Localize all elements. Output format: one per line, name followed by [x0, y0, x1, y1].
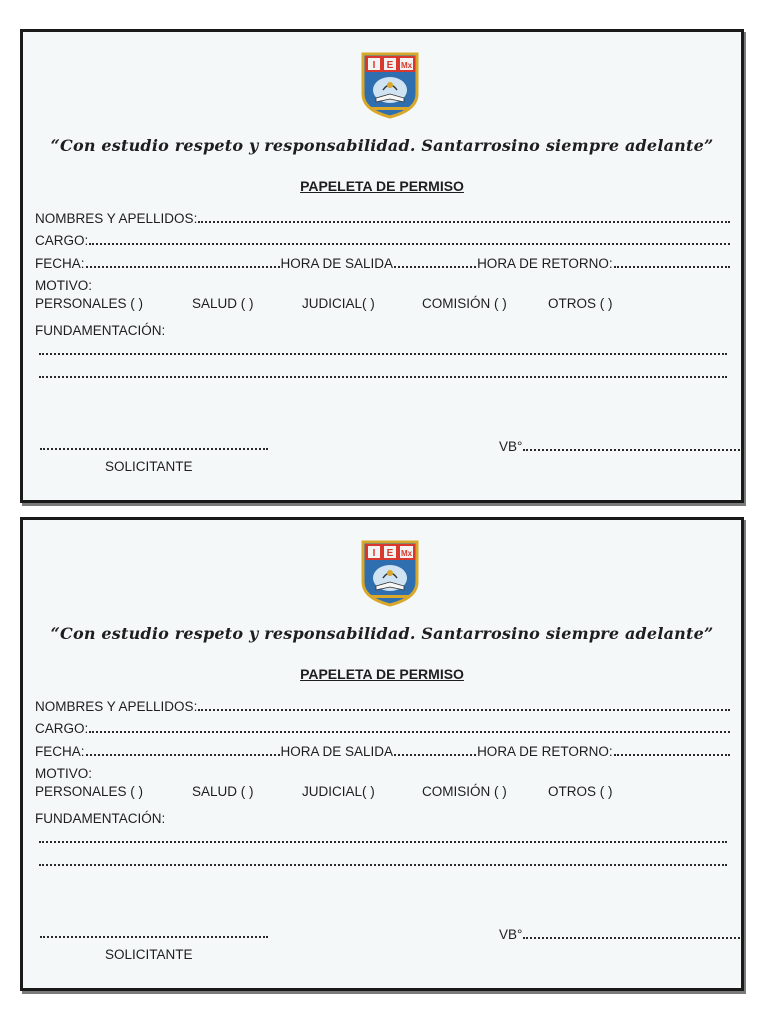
crest-letter-1: I — [372, 60, 376, 71]
justification-label: FUNDAMENTACIÓN: — [35, 323, 166, 338]
return-time-fill-line[interactable] — [614, 263, 730, 268]
return-time-fill-line[interactable] — [614, 751, 730, 756]
names-fill-line[interactable] — [198, 218, 730, 223]
departure-time-fill-line[interactable] — [394, 263, 476, 268]
permission-slip-2 — [20, 517, 744, 991]
date-label: FECHA: — [35, 256, 85, 271]
slip-title: PAPELETA DE PERMISO — [300, 178, 464, 194]
position-fill-line[interactable] — [89, 240, 730, 245]
date-label: FECHA: — [35, 744, 85, 759]
position-label: CARGO: — [35, 721, 89, 736]
date-time-field-row — [35, 251, 731, 271]
approval-label: VB° — [499, 439, 523, 454]
approval-label: VB° — [499, 927, 523, 942]
names-field-row — [35, 694, 731, 714]
justification-row — [35, 806, 731, 826]
approval-signature-line[interactable] — [523, 446, 740, 451]
justification-line-1[interactable] — [39, 353, 727, 355]
school-motto: “Con estudio respeto y responsabilidad. Santarrosino siempre adelante” — [50, 136, 714, 155]
return-time-label: HORA DE RETORNO: — [477, 256, 613, 271]
position-fill-line[interactable] — [89, 728, 730, 733]
reason-options-row — [35, 296, 731, 316]
reason-field-row — [35, 761, 731, 781]
slip-title: PAPELETA DE PERMISO — [300, 666, 464, 682]
departure-time-label: HORA DE SALIDA — [280, 256, 394, 271]
school-crest-icon — [359, 538, 421, 608]
departure-time-fill-line[interactable] — [394, 751, 476, 756]
return-time-label: HORA DE RETORNO: — [477, 744, 613, 759]
school-motto: “Con estudio respeto y responsabilidad. Santarrosino siempre adelante” — [50, 624, 714, 643]
names-field-row — [35, 206, 731, 226]
crest-letter-2: E — [386, 60, 394, 71]
reason-label: MOTIVO: — [35, 766, 92, 781]
crest-letter-3: Mx — [400, 61, 413, 70]
option-personales[interactable]: PERSONALES ( ) — [35, 296, 144, 311]
reason-field-row — [35, 273, 731, 293]
applicant-label: SOLICITANTE — [105, 947, 193, 962]
approval-row — [499, 434, 741, 454]
justification-line-1[interactable] — [39, 841, 727, 843]
date-time-field-row — [35, 739, 731, 759]
date-fill-line[interactable] — [86, 751, 280, 756]
permission-slip-1 — [20, 29, 744, 503]
option-salud[interactable]: SALUD ( ) — [192, 296, 254, 311]
justification-label: FUNDAMENTACIÓN: — [35, 811, 166, 826]
crest-letter-2: E — [386, 548, 394, 559]
justification-line-2[interactable] — [39, 864, 727, 866]
option-judicial[interactable]: JUDICIAL( ) — [302, 296, 375, 311]
names-label: NOMBRES Y APELLIDOS: — [35, 211, 198, 226]
option-comision[interactable]: COMISIÓN ( ) — [422, 296, 507, 311]
option-comision[interactable]: COMISIÓN ( ) — [422, 784, 507, 799]
approval-signature-line[interactable] — [523, 934, 740, 939]
reason-options-row — [35, 784, 731, 804]
departure-time-label: HORA DE SALIDA — [280, 744, 394, 759]
position-field-row — [35, 716, 731, 736]
applicant-signature-line[interactable] — [40, 936, 268, 938]
option-personales[interactable]: PERSONALES ( ) — [35, 784, 144, 799]
date-fill-line[interactable] — [86, 263, 280, 268]
option-otros[interactable]: OTROS ( ) — [548, 296, 613, 311]
reason-label: MOTIVO: — [35, 278, 92, 293]
option-otros[interactable]: OTROS ( ) — [548, 784, 613, 799]
position-label: CARGO: — [35, 233, 89, 248]
applicant-label: SOLICITANTE — [105, 459, 193, 474]
approval-row — [499, 922, 741, 942]
applicant-signature-line[interactable] — [40, 448, 268, 450]
position-field-row — [35, 228, 731, 248]
justification-row — [35, 318, 731, 338]
names-label: NOMBRES Y APELLIDOS: — [35, 699, 198, 714]
option-judicial[interactable]: JUDICIAL( ) — [302, 784, 375, 799]
option-salud[interactable]: SALUD ( ) — [192, 784, 254, 799]
names-fill-line[interactable] — [198, 706, 730, 711]
crest-letter-3: Mx — [400, 549, 413, 558]
justification-line-2[interactable] — [39, 376, 727, 378]
crest-letter-1: I — [372, 548, 376, 559]
school-crest-icon — [359, 50, 421, 120]
